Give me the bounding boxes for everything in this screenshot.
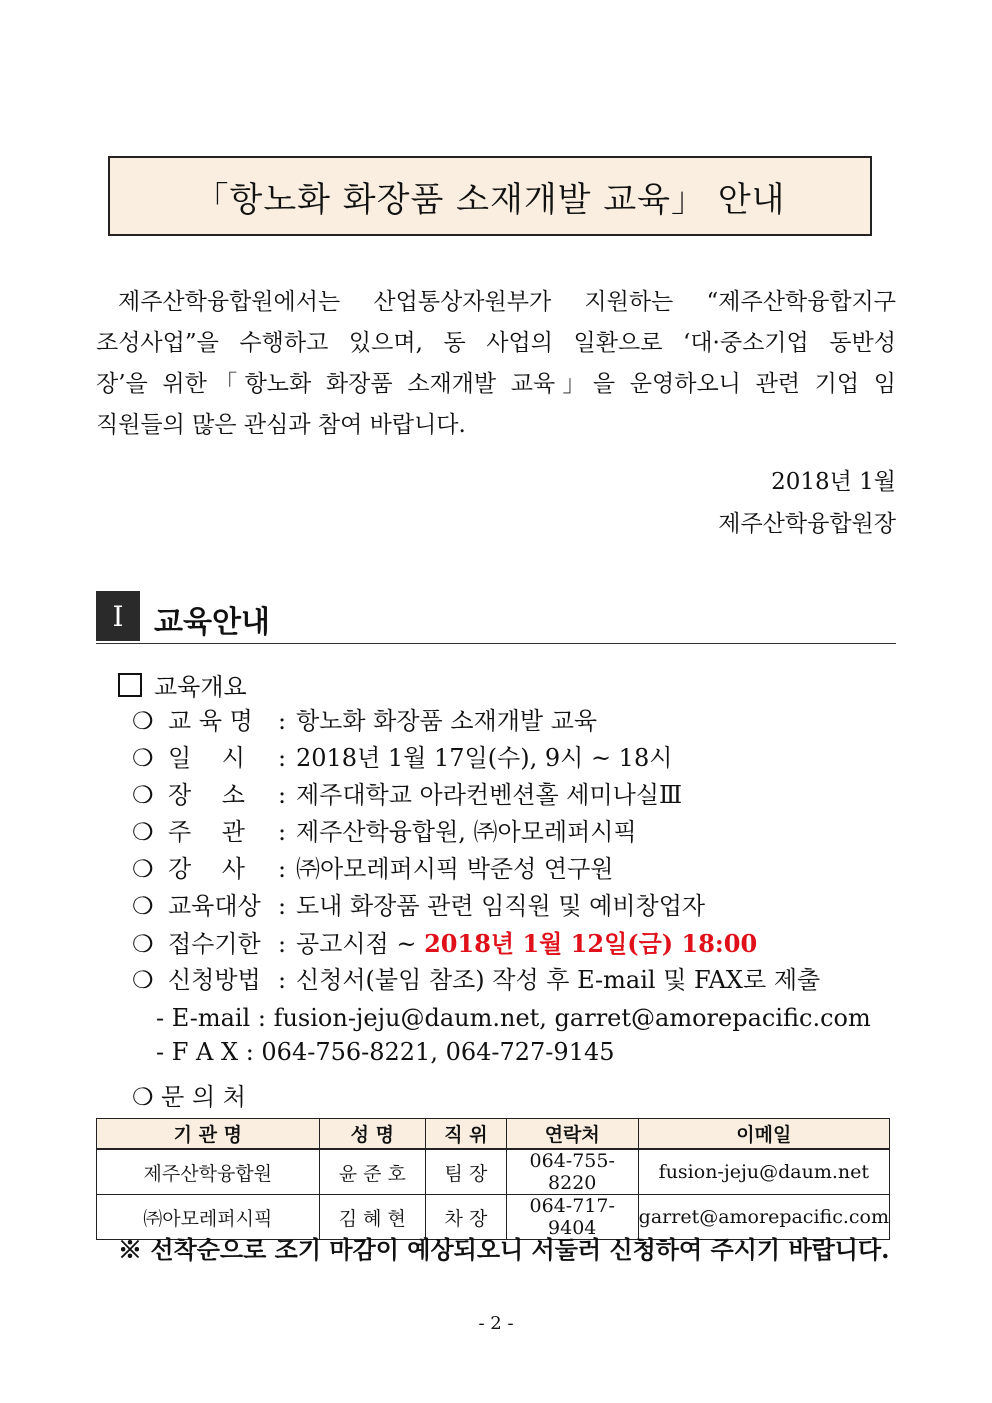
circle-bullet-icon: ❍ bbox=[132, 930, 154, 958]
item-value: 공고시점 ~ bbox=[296, 930, 425, 958]
column-header: 연락처 bbox=[506, 1119, 638, 1150]
circle-bullet-icon: ❍ bbox=[132, 707, 154, 735]
intro-line: 조성사업”을 수행하고 있으며, 동 사업의 일환으로 ‘대·중소기업 동반성 bbox=[96, 330, 896, 356]
item-colon: : bbox=[278, 707, 287, 735]
fax-line: - F A X : 064-756-8221, 064-727-9145 bbox=[156, 1038, 615, 1066]
item-label: 교 육 명 bbox=[168, 707, 253, 735]
contact-table bbox=[96, 1118, 890, 1240]
intro-paragraph bbox=[96, 282, 896, 446]
item-colon: : bbox=[278, 966, 287, 994]
item-value: 제주대학교 아라컨벤션홀 세미나실Ⅲ bbox=[296, 781, 683, 809]
circle-bullet-icon: ❍ bbox=[132, 892, 154, 920]
table-cell: garret@amorepacific.com bbox=[638, 1195, 889, 1240]
item-label: 장 소 bbox=[168, 781, 245, 809]
table-cell: 064-755-8220 bbox=[506, 1149, 638, 1195]
item-colon: : bbox=[278, 781, 287, 809]
overview-item bbox=[132, 814, 820, 851]
table-cell: 팀 장 bbox=[426, 1149, 507, 1195]
item-value: 2018년 1월 17일(수), 9시 ~ 18시 bbox=[296, 744, 673, 772]
overview-list bbox=[132, 703, 820, 999]
item-label: 교육대상 bbox=[168, 892, 261, 920]
issue-date: 2018년 1월 bbox=[771, 469, 896, 495]
item-value: 제주산학융합원, ㈜아모레퍼시픽 bbox=[296, 818, 637, 846]
overview-item bbox=[132, 851, 820, 888]
section-title: 교육안내 bbox=[154, 605, 270, 640]
overview-item bbox=[132, 740, 820, 777]
table-cell: 제주산학융합원 bbox=[97, 1149, 320, 1195]
table-cell: 윤 준 호 bbox=[319, 1149, 426, 1195]
circle-bullet-icon: ❍ bbox=[132, 781, 154, 809]
item-colon: : bbox=[278, 930, 287, 958]
overview-item bbox=[132, 962, 820, 999]
contact-label: ❍ 문 의 처 bbox=[132, 1083, 246, 1111]
intro-line: 장’을 위한「항노화 화장품 소재개발 교육」을 운영하오니 관련 기업 임 bbox=[96, 371, 896, 397]
page-number: - 2 - bbox=[478, 1313, 514, 1334]
deadline-highlight: 2018년 1월 12일(금) 18:00 bbox=[424, 929, 758, 958]
table-cell: 차 장 bbox=[426, 1195, 507, 1240]
intro-line: 직원들의 많은 관심과 참여 바랍니다. bbox=[96, 412, 466, 438]
table-cell: 김 혜 현 bbox=[319, 1195, 426, 1240]
item-label: 접수기한 bbox=[168, 930, 261, 958]
column-header: 기 관 명 bbox=[97, 1119, 320, 1150]
overview-heading bbox=[118, 667, 247, 702]
signer: 제주산학융합원장 bbox=[718, 511, 896, 537]
document-title-text: 「항노화 화장품 소재개발 교육」 안내 bbox=[194, 179, 786, 220]
item-colon: : bbox=[278, 892, 287, 920]
circle-bullet-icon: ❍ bbox=[132, 855, 154, 883]
item-colon: : bbox=[278, 744, 287, 772]
section-header bbox=[96, 591, 896, 644]
item-colon: : bbox=[278, 818, 287, 846]
item-label: 주 관 bbox=[168, 818, 245, 846]
table-cell: ㈜아모레퍼시픽 bbox=[97, 1195, 320, 1240]
item-value: 항노화 화장품 소재개발 교육 bbox=[296, 707, 598, 735]
overview-item bbox=[132, 888, 820, 925]
table-row bbox=[97, 1149, 890, 1195]
item-value: 도내 화장품 관련 임직원 및 예비창업자 bbox=[296, 892, 706, 920]
circle-bullet-icon: ❍ bbox=[132, 818, 154, 846]
email-line: - E-mail : fusion-jeju@daum.net, garret@amorepacific.com bbox=[156, 1004, 871, 1032]
overview-item bbox=[132, 777, 820, 814]
item-label: 신청방법 bbox=[168, 966, 261, 994]
item-label: 일 시 bbox=[168, 744, 245, 772]
checkbox-square-icon bbox=[118, 673, 142, 697]
overview-heading-text: 교육개요 bbox=[154, 673, 247, 701]
circle-bullet-icon: ❍ bbox=[132, 744, 154, 772]
section-number-badge: Ⅰ bbox=[96, 591, 140, 641]
item-value: 신청서(붙임 참조) 작성 후 E-mail 및 FAX로 제출 bbox=[296, 966, 821, 994]
table-cell: fusion-jeju@daum.net bbox=[638, 1149, 889, 1195]
item-label: 강 사 bbox=[168, 855, 245, 883]
column-header: 성 명 bbox=[319, 1119, 426, 1150]
item-value: ㈜아모레퍼시픽 박준성 연구원 bbox=[296, 855, 614, 883]
intro-line: 제주산학융합원에서는 산업통상자원부가 지원하는 “제주산학융합지구 bbox=[118, 289, 896, 315]
column-header: 이메일 bbox=[638, 1119, 889, 1150]
circle-bullet-icon: ❍ bbox=[132, 966, 154, 994]
document-title bbox=[108, 156, 872, 236]
notice-text: ※ 선착순으로 조기 마감이 예상되오니 서둘러 신청하여 주시기 바랍니다. bbox=[118, 1235, 890, 1264]
item-colon: : bbox=[278, 855, 287, 883]
overview-item bbox=[132, 703, 820, 740]
table-cell: 064-717-9404 bbox=[506, 1195, 638, 1240]
column-header: 직 위 bbox=[426, 1119, 507, 1150]
overview-item bbox=[132, 925, 820, 962]
table-header-row bbox=[97, 1119, 890, 1150]
